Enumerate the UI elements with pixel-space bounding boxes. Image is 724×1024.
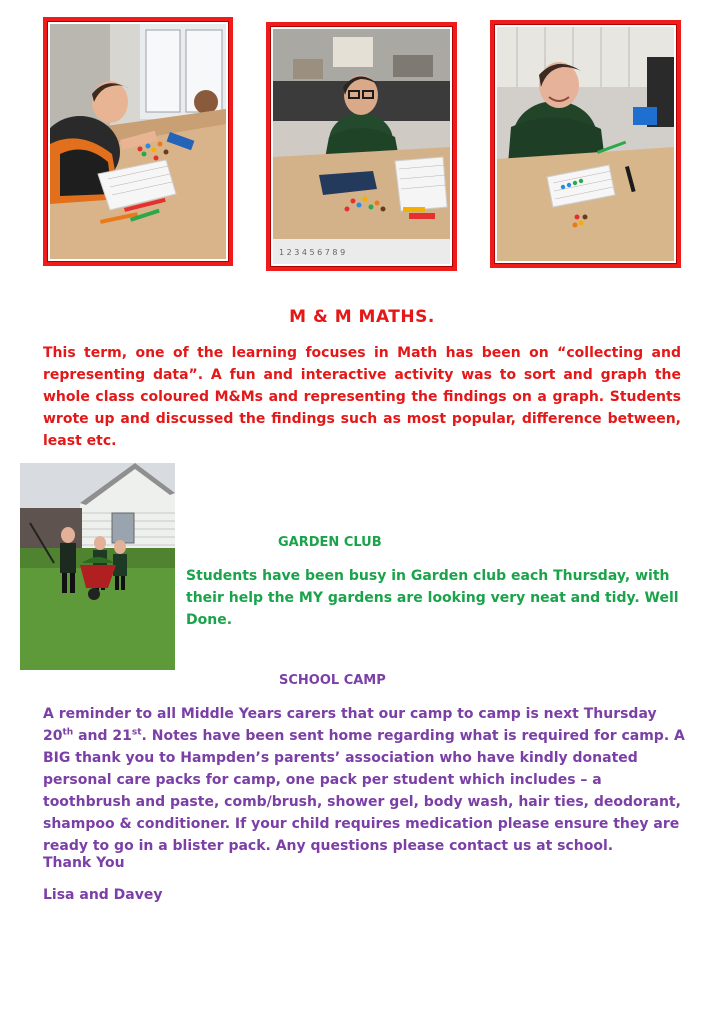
signoff: Lisa and Davey (43, 887, 163, 903)
camp-text-1: A reminder to all Middle Years carers that our camp to camp is next Thursday 20 (43, 706, 657, 744)
photo-student-glasses (266, 22, 457, 271)
camp-text-2: and 21 (73, 728, 132, 744)
camp-text-3: . Notes have been sent home regarding what is required for camp. A BIG thank you to Hampden’s parents’ association who have kindly donated personal care packs for camp, one pack per student which includes – a toothbrush and paste, comb/brush, shower gel, body wash, hair ties, deodorant, shampoo & conditioner. If your child requires medication please ensure they are ready to go in a blister pack. Any questions please contact us at school. (43, 728, 685, 854)
maths-paragraph: This term, one of the learning focuses in Math has been on “collecting and representing data”. A fun and interactive activity was to sort and graph the whole class coloured M&Ms and representing the findings on a graph. Students wrote up and discussed the findings such as most popular, difference between, least etc. (43, 345, 681, 449)
photo-image (20, 463, 175, 670)
thank-you: Thank You (43, 855, 125, 871)
camp-title: SCHOOL CAMP (279, 673, 386, 688)
photo-garden-club (20, 463, 175, 670)
camp-paragraph (43, 703, 688, 857)
photo-image (50, 24, 226, 259)
camp-sup-2: st (131, 727, 142, 738)
photo-image (273, 29, 450, 264)
photo-image (497, 27, 674, 261)
photo-student-sorting (43, 17, 233, 266)
garden-title: GARDEN CLUB (278, 535, 382, 550)
garden-paragraph: Students have been busy in Garden club each Thursday, with their help the MY gardens are looking very neat and tidy. Well Done. (186, 568, 679, 628)
photo-student-smiling (490, 20, 681, 268)
maths-title: M & M MATHS. (289, 307, 435, 327)
camp-sup-1: th (62, 727, 74, 738)
svg-text:1 2 3 4 5 6 7 8 9: 1 2 3 4 5 6 7 8 9 (279, 248, 346, 257)
